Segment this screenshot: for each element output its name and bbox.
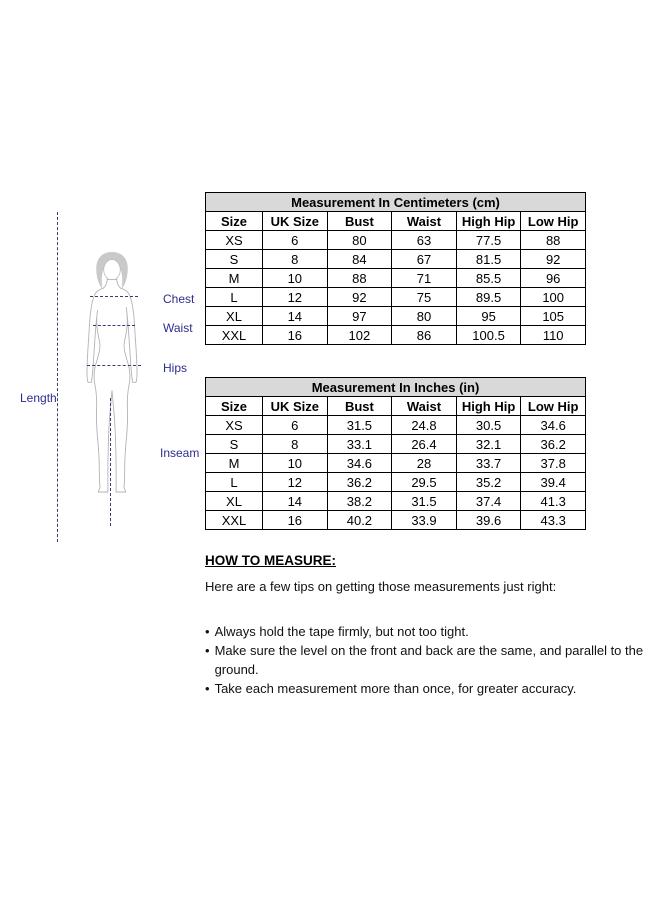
chest-measure-line [90,296,138,297]
table-row [206,269,586,288]
measurements-inches-table [205,377,586,530]
table-cell: 26.4 [392,435,457,454]
measure-tip [205,641,657,679]
table-cell: 31.5 [327,416,392,435]
table-cell: 77.5 [456,231,521,250]
how-to-measure-title: HOW TO MEASURE: [205,553,336,568]
bullet-glyph: • [205,643,210,658]
column-header: Waist [392,212,457,231]
tip-text: Make sure the level on the front and back are the same, and parallel to the ground. [214,643,644,677]
table-cell: 86 [392,326,457,345]
table-cell: XXL [206,326,263,345]
table-cell: XXL [206,511,263,530]
table-cell: 75 [392,288,457,307]
measurements-cm-table [205,192,586,345]
table-cell: 6 [263,231,328,250]
column-header: High Hip [456,397,521,416]
table-row [206,416,586,435]
table-cell: 36.2 [327,473,392,492]
column-header: Bust [327,212,392,231]
table-cell: 92 [521,250,586,269]
table-cell: L [206,473,263,492]
table-cell: 63 [392,231,457,250]
female-figure-illustration [64,198,160,546]
table-row [206,435,586,454]
table-cell: 6 [263,416,328,435]
column-header: UK Size [263,397,328,416]
table-cell: M [206,269,263,288]
body-outline [87,279,137,492]
table-title-row [206,378,586,397]
table-cell: 31.5 [392,492,457,511]
table-cell: 37.4 [456,492,521,511]
table-cell: 36.2 [521,435,586,454]
length-label: Length [20,391,57,405]
table-header-row [206,397,586,416]
table-cell: 30.5 [456,416,521,435]
table-cell: 41.3 [521,492,586,511]
table-cell: 88 [327,269,392,288]
column-header: Waist [392,397,457,416]
table-cell: 71 [392,269,457,288]
table-cell: 34.6 [327,454,392,473]
table-cell: 8 [263,250,328,269]
table-cell: 100.5 [456,326,521,345]
chest-label: Chest [163,292,195,306]
table-cell: 14 [263,307,328,326]
waist-measure-line [93,325,135,326]
table-cell: XS [206,231,263,250]
table-cell: 92 [327,288,392,307]
tip-text: Take each measurement more than once, for greater accuracy. [214,681,577,696]
table-cell: XS [206,416,263,435]
table-cell: 40.2 [327,511,392,530]
table-cell: 10 [263,269,328,288]
measure-tip [205,679,657,698]
table-cell: 89.5 [456,288,521,307]
table-cell: 12 [263,473,328,492]
measure-tips-list [205,622,657,698]
table-cell: 10 [263,454,328,473]
table-title: Measurement In Inches (in) [206,378,586,397]
table-cell: 29.5 [392,473,457,492]
table-cell: 33.7 [456,454,521,473]
column-header: Bust [327,397,392,416]
table-cell: 14 [263,492,328,511]
table-row [206,492,586,511]
column-header: Low Hip [521,397,586,416]
inseam-measure-line [110,398,111,526]
table-cell: 84 [327,250,392,269]
table-header-row [206,212,586,231]
table-cell: S [206,250,263,269]
table-cell: L [206,288,263,307]
column-header: Size [206,212,263,231]
table-cell: M [206,454,263,473]
table-cell: XL [206,492,263,511]
column-header: Low Hip [521,212,586,231]
length-measure-line [57,212,58,542]
table-title: Measurement In Centimeters (cm) [206,193,586,212]
table-cell: 34.6 [521,416,586,435]
table-row [206,511,586,530]
table-cell: 100 [521,288,586,307]
table-row [206,326,586,345]
table-cell: 80 [327,231,392,250]
table-row [206,288,586,307]
table-cell: 24.8 [392,416,457,435]
table-cell: 16 [263,511,328,530]
table-cell: 80 [392,307,457,326]
table-cell: 85.5 [456,269,521,288]
table-cell: 38.2 [327,492,392,511]
inseam-label: Inseam [160,446,200,460]
table-cell: XL [206,307,263,326]
table-cell: 43.3 [521,511,586,530]
how-to-measure-intro: Here are a few tips on getting those measurements just right: [205,579,557,594]
hips-label: Hips [163,361,188,375]
table-row [206,473,586,492]
table-cell: 105 [521,307,586,326]
face-shape [104,260,120,281]
table-cell: 35.2 [456,473,521,492]
table-cell: 8 [263,435,328,454]
table-cell: 81.5 [456,250,521,269]
table-cell: 97 [327,307,392,326]
table-row [206,231,586,250]
how-to-measure-section [205,551,657,698]
table-title-row [206,193,586,212]
waist-label: Waist [163,321,193,335]
table-cell: 39.6 [456,511,521,530]
table-row [206,307,586,326]
table-cell: 33.1 [327,435,392,454]
table-row [206,454,586,473]
table-cell: 67 [392,250,457,269]
table-cell: 39.4 [521,473,586,492]
bullet-glyph: • [205,681,210,696]
table-cell: 88 [521,231,586,250]
table-cell: 96 [521,269,586,288]
table-cell: 37.8 [521,454,586,473]
table-cell: 32.1 [456,435,521,454]
tip-text: Always hold the tape firmly, but not too tight. [214,624,469,639]
hips-measure-line [87,365,141,366]
table-cell: 110 [521,326,586,345]
table-row [206,250,586,269]
column-header: Size [206,397,263,416]
table-cell: 28 [392,454,457,473]
table-cell: 33.9 [392,511,457,530]
table-cell: 16 [263,326,328,345]
table-cell: 95 [456,307,521,326]
column-header: High Hip [456,212,521,231]
table-cell: 102 [327,326,392,345]
bullet-glyph: • [205,624,210,639]
table-cell: 12 [263,288,328,307]
table-cell: S [206,435,263,454]
measure-tip [205,622,657,641]
column-header: UK Size [263,212,328,231]
